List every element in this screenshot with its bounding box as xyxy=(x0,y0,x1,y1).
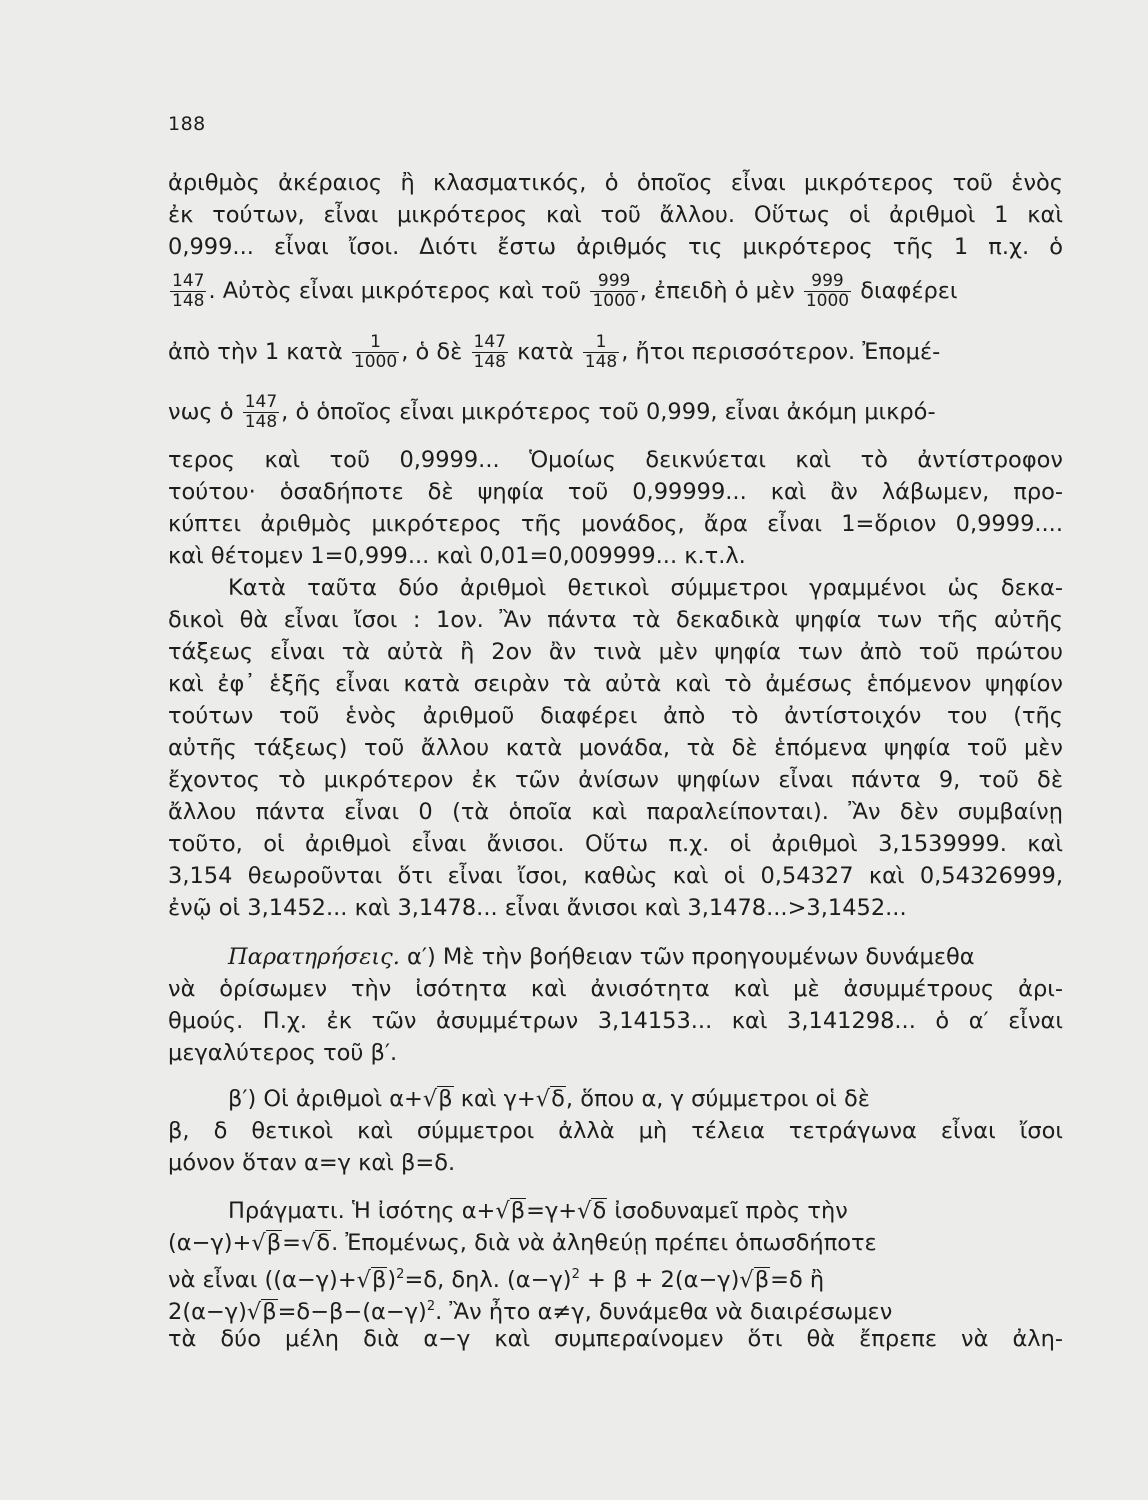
text-line: Κατὰ ταῦτα δύο ἀριθμοὶ θετικοὶ σύμμετροι γραμμένοι ὡς δεκα- xyxy=(228,575,1063,601)
text-line: μόνον ὅταν α=γ καὶ β=δ. xyxy=(168,1150,456,1176)
text-line-radicals: β′) Οἱ ἀριθμοὶ α+√β καὶ γ+√δ, ὅπου α, γ σύμμετροι οἱ δὲ xyxy=(228,1086,870,1112)
text-line-radicals: Πράγματι. Ἡ ἰσότης α+√β=γ+√δ ἰσοδυναμεῖ πρὸς τὴν xyxy=(228,1198,848,1224)
text-line: νὰ ὁρίσωμεν τὴν ἰσότητα καὶ ἀνισότητα καὶ μὲ ἀσυμμέτρους ἀρι- xyxy=(168,976,1063,1002)
fraction: $\frac{999}{1000}$ xyxy=(592,271,636,311)
page-number: 188 xyxy=(168,113,206,135)
text-line: τούτων τοῦ ἑνὸς ἀριθμοῦ διαφέρει ἀπὸ τὸ ἀντίστοιχόν του (τῆς xyxy=(168,703,1063,729)
text-line: ἐκ τούτων, εἶναι μικρότερος καὶ τοῦ ἄλλου. Οὕτως οἱ ἀριθμοὶ 1 καὶ xyxy=(168,202,1063,228)
text-line: μεγαλύτερος τοῦ β′. xyxy=(168,1040,398,1066)
text-line: τερος καὶ τοῦ 0,9999... Ὁμοίως δεικνύεται καὶ τὸ ἀντίστροφον xyxy=(168,447,1063,473)
remarks-heading: Παρατηρήσεις. xyxy=(228,944,400,970)
text-line: κύπτει ἀριθμὸς μικρότερος τῆς μονάδος, ἄρα εἶναι 1=ὅριον 0,9999.... xyxy=(168,511,1063,537)
text-line: ἄλλου πάντα εἶναι 0 (τὰ ὁποῖα καὶ παραλείπονται). Ἂν δὲν συμβαίνῃ xyxy=(168,799,1063,825)
text-line-fractions: νως ὁ $\frac{147}{148}$ , ὁ ὁποῖος εἶναι μικρότερος τοῦ 0,999, εἶναι ἀκόμη μικρό- xyxy=(168,392,936,432)
text-line: τάξεως εἶναι τὰ αὐτὰ ἢ 2ον ἂν τινὰ μὲν ψηφία των ἀπὸ τοῦ πρώτου xyxy=(168,639,1063,665)
radicand: β xyxy=(754,1267,770,1293)
text-line: ἔχοντος τὸ μικρότερον ἐκ τῶν ἀνίσων ψηφίων εἶναι πάντα 9, τοῦ δὲ xyxy=(168,767,1063,793)
radicand: δ xyxy=(316,1230,331,1256)
text-line: δικοὶ θὰ εἶναι ἴσοι : 1ον. Ἂν πάντα τὰ δεκαδικὰ ψηφία των τῆς αὐτῆς xyxy=(168,607,1063,633)
text-line: ἀριθμὸς ἀκέραιος ἢ κλασματικός, ὁ ὁποῖος εἶναι μικρότερος τοῦ ἑνὸς xyxy=(168,170,1063,196)
radicand: β xyxy=(372,1267,387,1293)
text-line: 0,999... εἶναι ἴσοι. Διότι ἔστω ἀριθμός τις μικρότερος τῆς 1 π.χ. ὁ xyxy=(168,234,1063,260)
text-line: τοῦτο, οἱ ἀριθμοὶ εἶναι ἄνισοι. Οὕτω π.χ. οἱ ἀριθμοὶ 3,1539999. καὶ xyxy=(168,831,1063,857)
fraction: $\frac{1}{148}$ xyxy=(584,332,618,372)
text-line: Παρατηρήσεις. α′) Μὲ τὴν βοήθειαν τῶν προηγουμένων δυνάμεθα xyxy=(228,944,975,970)
fraction: $\frac{999}{1000}$ xyxy=(805,271,850,311)
radicand: δ xyxy=(551,1086,565,1112)
text-line-fractions: $\frac{147}{148}$ . Αὐτὸς εἶναι μικρότερος καὶ τοῦ $\frac{999}{1000}$ , ἐπειδὴ ὁ μὲν $\frac{999}{1000}$ διαφέρει xyxy=(172,271,958,311)
fraction: $\frac{147}{148}$ xyxy=(244,392,278,432)
fraction: $\frac{1}{1000}$ xyxy=(353,332,398,372)
text-line-radicals: νὰ εἶναι $((\alpha-\gamma)+√\beta)^2=\delta$, δηλ. $(\alpha-\gamma)^2 + \beta + 2(\alpha-\gamma)√\beta=\delta$ ἢ xyxy=(168,1267,825,1293)
text-line: β, δ θετικοὶ καὶ σύμμετροι ἀλλὰ μὴ τέλεια τετράγωνα εἶναι ἴσοι xyxy=(168,1118,1063,1144)
superscript: 2 xyxy=(396,1267,405,1282)
fraction: $\frac{147}{148}$ xyxy=(172,271,205,311)
text-line-radicals: (α−γ)+√β=√δ. Ἐπομένως, διὰ νὰ ἀληθεύῃ πρέπει ὁπωσδήποτε xyxy=(168,1230,877,1256)
text-line: καὶ θέτομεν 1=0,999... καὶ 0,01=0,009999... κ.τ.λ. xyxy=(168,543,746,569)
fraction: $\frac{147}{148}$ xyxy=(473,332,506,372)
radicand: β xyxy=(510,1198,526,1224)
superscript: 2 xyxy=(571,1267,580,1282)
text-line: τούτου· ὁσαδήποτε δὲ ψηφία τοῦ 0,99999... καὶ ἂν λάβωμεν, προ- xyxy=(168,479,1063,505)
text-line-radicals: $2(\alpha-\gamma)√\beta=\delta-\beta-(\alpha-\gamma)^2$. Ἂν ἦτο α≠γ, δυνάμεθα νὰ διαιρέσωμεν xyxy=(168,1299,893,1325)
text-line: 3,154 θεωροῦνται ὅτι εἶναι ἴσοι, καθὼς καὶ οἱ 0,54327 καὶ 0,54326999, xyxy=(168,863,1063,889)
text-line: αὐτῆς τάξεως) τοῦ ἄλλου κατὰ μονάδα, τὰ δὲ ἑπόμενα ψηφία τοῦ μὲν xyxy=(168,735,1063,761)
radicand: β xyxy=(438,1086,453,1112)
text-line: καὶ ἐφ᾽ ἑξῆς εἶναι κατὰ σειρὰν τὰ αὐτὰ καὶ τὸ ἀμέσως ἑπόμενον ψηφίον xyxy=(168,671,1063,697)
text-line: τὰ δύο μέλη διὰ α−γ καὶ συμπεραίνομεν ὅτι θὰ ἔπρεπε νὰ ἀλη- xyxy=(168,1326,1063,1352)
superscript: 2 xyxy=(426,1299,436,1314)
radicand: β xyxy=(262,1299,277,1325)
radicand: δ xyxy=(592,1198,607,1224)
text-line: ἐνῷ οἱ 3,1452... καὶ 3,1478... εἶναι ἄνισοι καὶ 3,1478...>3,1452... xyxy=(168,895,907,921)
radicand: β xyxy=(266,1230,282,1256)
text-line: θμούς. Π.χ. ἐκ τῶν ἀσυμμέτρων 3,14153... καὶ 3,141298... ὁ α′ εἶναι xyxy=(168,1008,1063,1034)
text-line-fractions: ἀπὸ τὴν 1 κατὰ $\frac{1}{1000}$ , ὁ δὲ $\frac{147}{148}$ κατὰ $\frac{1}{148}$ , ἤτοι περισσότερον. Ἐπομέ- xyxy=(168,332,941,372)
